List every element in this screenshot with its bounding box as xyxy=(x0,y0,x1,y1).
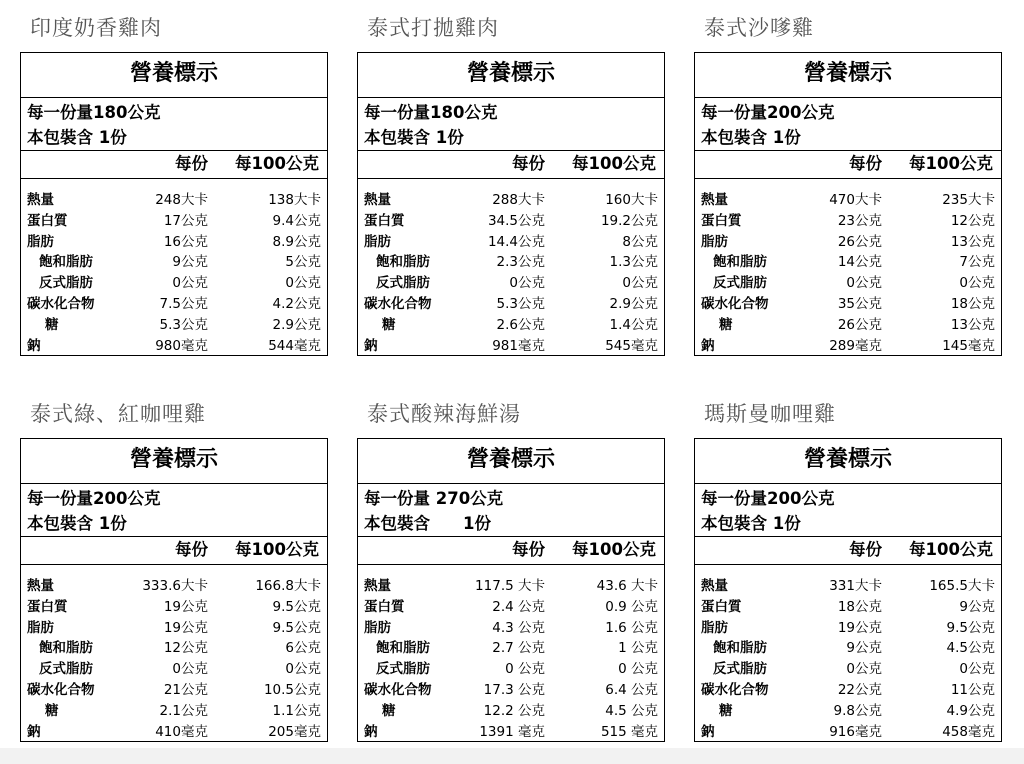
value-per-100g: 9.5公克 xyxy=(272,619,321,636)
nutrient-name: 脂肪 xyxy=(701,619,728,636)
serving-info xyxy=(358,484,664,536)
value-per-serving: 22公克 xyxy=(837,681,882,698)
nutrient-row xyxy=(364,273,658,294)
nutrient-row xyxy=(701,336,995,357)
value-per-serving: 0公克 xyxy=(172,275,208,292)
serving-size: 每一份量180公克 xyxy=(364,103,498,122)
column-header xyxy=(695,150,1001,179)
bottom-band xyxy=(0,748,1024,764)
value-per-100g: 9.5公克 xyxy=(272,598,321,615)
nutrient-rows xyxy=(21,565,327,749)
nutrition-panel-4 xyxy=(20,398,328,742)
nutrient-row xyxy=(27,232,321,253)
nutrient-name: 糖 xyxy=(45,316,59,333)
value-per-100g: 4.5公克 xyxy=(946,640,995,657)
nutrition-panel-6 xyxy=(694,398,1002,742)
value-per-serving: 17公克 xyxy=(163,212,208,229)
col-per-serving: 每份 xyxy=(849,154,882,173)
col-per-serving: 每份 xyxy=(175,540,208,559)
nutrient-name: 蛋白質 xyxy=(364,212,405,229)
nutrient-name: 反式脂肪 xyxy=(376,275,430,292)
value-per-100g: 1 公克 xyxy=(618,640,658,657)
value-per-100g: 8.9公克 xyxy=(272,233,321,250)
nutrient-row xyxy=(27,701,321,722)
nutrient-row xyxy=(364,294,658,315)
nutrition-label xyxy=(694,438,1002,742)
nutrient-row xyxy=(364,315,658,336)
nutrient-name: 飽和脂肪 xyxy=(376,640,430,657)
col-per-100g: 每100公克 xyxy=(572,540,656,559)
nutrient-row xyxy=(27,680,321,701)
value-per-100g: 0公克 xyxy=(285,275,321,292)
value-per-100g: 0 公克 xyxy=(618,661,658,678)
nutrient-rows xyxy=(21,179,327,363)
value-per-100g: 4.9公克 xyxy=(946,702,995,719)
value-per-serving: 331大卡 xyxy=(829,578,882,594)
value-per-serving: 12.2 公克 xyxy=(483,702,545,719)
value-per-100g: 458毫克 xyxy=(942,723,995,740)
nutrient-row xyxy=(364,190,658,211)
value-per-serving: 2.1公克 xyxy=(159,702,208,719)
nutrient-name: 碳水化合物 xyxy=(27,295,95,312)
nutrient-name: 飽和脂肪 xyxy=(713,640,767,657)
label-heading: 營養標示 xyxy=(695,53,1001,98)
nutrient-name: 碳水化合物 xyxy=(701,295,769,312)
col-per-serving: 每份 xyxy=(849,540,882,559)
nutrient-row xyxy=(364,680,658,701)
value-per-100g: 145毫克 xyxy=(942,337,995,354)
nutrient-row xyxy=(701,211,995,232)
nutrition-panel-5 xyxy=(357,398,665,742)
value-per-serving: 4.3 公克 xyxy=(492,619,545,636)
nutrient-row xyxy=(27,576,321,597)
servings-per-package: 本包裝含 1份 xyxy=(701,514,801,533)
nutrient-name: 蛋白質 xyxy=(27,212,68,229)
value-per-serving: 21公克 xyxy=(163,681,208,698)
nutrient-name: 反式脂肪 xyxy=(713,275,767,292)
serving-size: 每一份量200公克 xyxy=(701,489,835,508)
nutrient-name: 脂肪 xyxy=(701,233,728,250)
value-per-serving: 333.6大卡 xyxy=(142,578,208,594)
nutrient-name: 碳水化合物 xyxy=(701,681,769,698)
nutrition-label xyxy=(20,52,328,356)
servings-per-package: 本包裝含 1份 xyxy=(27,514,127,533)
nutrient-row xyxy=(27,211,321,232)
nutrient-rows xyxy=(358,179,664,363)
label-heading: 營養標示 xyxy=(21,439,327,484)
value-per-100g: 9.4公克 xyxy=(272,212,321,229)
value-per-serving: 12公克 xyxy=(163,640,208,657)
nutrient-row xyxy=(27,273,321,294)
nutrient-row xyxy=(364,638,658,659)
nutrient-row xyxy=(27,336,321,357)
col-per-serving: 每份 xyxy=(175,154,208,173)
nutrient-row xyxy=(701,659,995,680)
value-per-serving: 14公克 xyxy=(837,254,882,271)
value-per-serving: 117.5 大卡 xyxy=(475,578,545,594)
nutrient-row xyxy=(701,618,995,639)
column-header xyxy=(21,150,327,179)
value-per-100g: 9.5公克 xyxy=(946,619,995,636)
nutrient-rows xyxy=(358,565,664,749)
dish-title: 泰式綠、紅咖哩雞 xyxy=(30,402,206,426)
value-per-100g: 1.1公克 xyxy=(272,702,321,719)
servings-per-package: 本包裝含 1份 xyxy=(364,514,491,533)
nutrient-name: 糖 xyxy=(45,702,59,719)
servings-per-package: 本包裝含 1份 xyxy=(27,128,127,147)
value-per-serving: 19公克 xyxy=(837,619,882,636)
nutrient-row xyxy=(364,659,658,680)
value-per-100g: 165.5大卡 xyxy=(929,578,995,594)
value-per-serving: 980毫克 xyxy=(155,337,208,354)
nutrient-row xyxy=(701,638,995,659)
value-per-100g: 10.5公克 xyxy=(263,681,321,698)
value-per-100g: 1.4公克 xyxy=(609,316,658,333)
value-per-serving: 35公克 xyxy=(837,295,882,312)
value-per-100g: 166.8大卡 xyxy=(255,578,321,594)
value-per-100g: 11公克 xyxy=(950,681,995,698)
value-per-serving: 5.3公克 xyxy=(496,295,545,312)
column-header xyxy=(21,536,327,565)
nutrient-name: 飽和脂肪 xyxy=(39,640,93,657)
label-heading: 營養標示 xyxy=(358,53,664,98)
value-per-serving: 1391 毫克 xyxy=(479,723,545,740)
nutrient-name: 熱量 xyxy=(27,578,54,594)
value-per-serving: 7.5公克 xyxy=(159,295,208,312)
value-per-serving: 9公克 xyxy=(172,254,208,271)
value-per-serving: 17.3 公克 xyxy=(483,681,545,698)
value-per-100g: 2.9公克 xyxy=(272,316,321,333)
value-per-serving: 0公克 xyxy=(509,275,545,292)
nutrient-row xyxy=(364,701,658,722)
value-per-100g: 7公克 xyxy=(959,254,995,271)
nutrient-row xyxy=(701,701,995,722)
value-per-serving: 2.3公克 xyxy=(496,254,545,271)
nutrient-name: 反式脂肪 xyxy=(39,275,93,292)
value-per-serving: 916毫克 xyxy=(829,723,882,740)
nutrition-panel-1 xyxy=(20,12,328,356)
value-per-serving: 9公克 xyxy=(846,640,882,657)
value-per-100g: 43.6 大卡 xyxy=(596,578,658,594)
nutrient-row xyxy=(27,252,321,273)
value-per-serving: 5.3公克 xyxy=(159,316,208,333)
nutrient-row xyxy=(27,722,321,743)
value-per-100g: 4.5 公克 xyxy=(605,702,658,719)
nutrient-name: 鈉 xyxy=(27,337,41,354)
nutrient-name: 熱量 xyxy=(701,192,728,208)
col-per-100g: 每100公克 xyxy=(909,540,993,559)
value-per-100g: 2.9公克 xyxy=(609,295,658,312)
nutrient-row xyxy=(701,232,995,253)
col-per-100g: 每100公克 xyxy=(235,540,319,559)
nutrient-name: 反式脂肪 xyxy=(376,661,430,678)
nutrition-label xyxy=(20,438,328,742)
serving-info xyxy=(21,484,327,536)
value-per-100g: 13公克 xyxy=(950,316,995,333)
value-per-100g: 1.6 公克 xyxy=(605,619,658,636)
dish-title: 泰式沙嗲雞 xyxy=(704,16,814,40)
nutrient-name: 鈉 xyxy=(27,723,41,740)
nutrient-row xyxy=(701,576,995,597)
value-per-100g: 138大卡 xyxy=(268,192,321,208)
nutrient-rows xyxy=(695,179,1001,363)
nutrient-row xyxy=(364,576,658,597)
column-header xyxy=(695,536,1001,565)
serving-size: 每一份量200公克 xyxy=(701,103,835,122)
value-per-100g: 235大卡 xyxy=(942,192,995,208)
value-per-serving: 26公克 xyxy=(837,316,882,333)
nutrient-row xyxy=(27,618,321,639)
nutrient-row xyxy=(27,597,321,618)
col-per-100g: 每100公克 xyxy=(572,154,656,173)
value-per-serving: 981毫克 xyxy=(492,337,545,354)
value-per-serving: 19公克 xyxy=(163,619,208,636)
nutrient-name: 蛋白質 xyxy=(701,212,742,229)
nutrient-name: 糖 xyxy=(382,702,396,719)
serving-size: 每一份量200公克 xyxy=(27,489,161,508)
nutrient-row xyxy=(364,722,658,743)
nutrient-row xyxy=(27,294,321,315)
nutrition-label xyxy=(357,438,665,742)
dish-title: 泰式酸辣海鮮湯 xyxy=(367,402,521,426)
nutrient-name: 糖 xyxy=(719,316,733,333)
value-per-serving: 23公克 xyxy=(837,212,882,229)
nutrition-panel-2 xyxy=(357,12,665,356)
serving-size: 每一份量180公克 xyxy=(27,103,161,122)
nutrient-name: 鈉 xyxy=(701,337,715,354)
value-per-100g: 0公克 xyxy=(285,661,321,678)
servings-per-package: 本包裝含 1份 xyxy=(701,128,801,147)
nutrient-name: 鈉 xyxy=(364,723,378,740)
value-per-100g: 0公克 xyxy=(959,661,995,678)
nutrient-name: 碳水化合物 xyxy=(27,681,95,698)
value-per-serving: 0公克 xyxy=(846,661,882,678)
value-per-100g: 9公克 xyxy=(959,598,995,615)
nutrient-name: 糖 xyxy=(382,316,396,333)
nutrient-name: 飽和脂肪 xyxy=(39,254,93,271)
column-header xyxy=(358,150,664,179)
dish-title: 泰式打拋雞肉 xyxy=(367,16,499,40)
value-per-serving: 9.8公克 xyxy=(833,702,882,719)
nutrient-name: 熱量 xyxy=(364,192,391,208)
label-heading: 營養標示 xyxy=(358,439,664,484)
value-per-serving: 2.7 公克 xyxy=(492,640,545,657)
col-per-100g: 每100公克 xyxy=(909,154,993,173)
nutrient-row xyxy=(701,597,995,618)
nutrient-row xyxy=(364,618,658,639)
nutrient-row xyxy=(701,722,995,743)
nutrient-row xyxy=(701,680,995,701)
nutrient-row xyxy=(364,232,658,253)
nutrient-name: 熱量 xyxy=(701,578,728,594)
value-per-100g: 160大卡 xyxy=(605,192,658,208)
value-per-100g: 0公克 xyxy=(959,275,995,292)
value-per-serving: 0 公克 xyxy=(505,661,545,678)
servings-per-package: 本包裝含 1份 xyxy=(364,128,464,147)
nutrition-label xyxy=(694,52,1002,356)
nutrient-row xyxy=(701,190,995,211)
value-per-serving: 470大卡 xyxy=(829,192,882,208)
nutrient-name: 反式脂肪 xyxy=(713,661,767,678)
value-per-100g: 19.2公克 xyxy=(600,212,658,229)
nutrient-name: 蛋白質 xyxy=(364,598,405,615)
serving-info xyxy=(695,98,1001,150)
value-per-serving: 16公克 xyxy=(163,233,208,250)
nutrient-row xyxy=(364,597,658,618)
value-per-serving: 26公克 xyxy=(837,233,882,250)
value-per-serving: 0公克 xyxy=(172,661,208,678)
serving-size: 每一份量 270公克 xyxy=(364,489,504,508)
value-per-serving: 18公克 xyxy=(837,598,882,615)
nutrient-row xyxy=(27,659,321,680)
value-per-serving: 2.4 公克 xyxy=(492,598,545,615)
col-per-serving: 每份 xyxy=(512,540,545,559)
nutrient-row xyxy=(364,211,658,232)
nutrient-name: 脂肪 xyxy=(364,233,391,250)
value-per-serving: 0公克 xyxy=(846,275,882,292)
value-per-serving: 2.6公克 xyxy=(496,316,545,333)
col-per-100g: 每100公克 xyxy=(235,154,319,173)
serving-info xyxy=(21,98,327,150)
value-per-serving: 34.5公克 xyxy=(487,212,545,229)
nutrient-name: 熱量 xyxy=(364,578,391,594)
value-per-100g: 6公克 xyxy=(285,640,321,657)
nutrient-name: 糖 xyxy=(719,702,733,719)
nutrient-name: 熱量 xyxy=(27,192,54,208)
nutrient-name: 鈉 xyxy=(364,337,378,354)
col-per-serving: 每份 xyxy=(512,154,545,173)
value-per-serving: 14.4公克 xyxy=(487,233,545,250)
value-per-serving: 410毫克 xyxy=(155,723,208,740)
nutrient-row xyxy=(27,638,321,659)
value-per-100g: 0.9 公克 xyxy=(605,598,658,615)
nutrient-row xyxy=(27,190,321,211)
value-per-100g: 515 毫克 xyxy=(600,723,658,740)
serving-info xyxy=(695,484,1001,536)
value-per-100g: 205毫克 xyxy=(268,723,321,740)
nutrient-row xyxy=(27,315,321,336)
value-per-100g: 8公克 xyxy=(622,233,658,250)
dish-title: 瑪斯曼咖哩雞 xyxy=(704,402,836,426)
value-per-serving: 289毫克 xyxy=(829,337,882,354)
value-per-100g: 545毫克 xyxy=(605,337,658,354)
nutrient-name: 鈉 xyxy=(701,723,715,740)
nutrient-name: 飽和脂肪 xyxy=(713,254,767,271)
nutrient-name: 脂肪 xyxy=(364,619,391,636)
nutrient-row xyxy=(364,252,658,273)
value-per-100g: 13公克 xyxy=(950,233,995,250)
serving-info xyxy=(358,98,664,150)
value-per-100g: 18公克 xyxy=(950,295,995,312)
value-per-serving: 19公克 xyxy=(163,598,208,615)
value-per-serving: 248大卡 xyxy=(155,192,208,208)
value-per-100g: 12公克 xyxy=(950,212,995,229)
nutrition-panel-3 xyxy=(694,12,1002,356)
nutrient-row xyxy=(701,315,995,336)
nutrient-name: 蛋白質 xyxy=(701,598,742,615)
nutrient-name: 飽和脂肪 xyxy=(376,254,430,271)
nutrient-name: 蛋白質 xyxy=(27,598,68,615)
nutrient-name: 碳水化合物 xyxy=(364,681,432,698)
nutrient-row xyxy=(701,252,995,273)
nutrient-name: 碳水化合物 xyxy=(364,295,432,312)
nutrient-name: 脂肪 xyxy=(27,619,54,636)
nutrient-name: 反式脂肪 xyxy=(39,661,93,678)
nutrient-name: 脂肪 xyxy=(27,233,54,250)
value-per-100g: 544毫克 xyxy=(268,337,321,354)
nutrient-rows xyxy=(695,565,1001,749)
value-per-100g: 1.3公克 xyxy=(609,254,658,271)
dish-title: 印度奶香雞肉 xyxy=(30,16,162,40)
value-per-serving: 288大卡 xyxy=(492,192,545,208)
nutrient-row xyxy=(364,336,658,357)
label-heading: 營養標示 xyxy=(21,53,327,98)
value-per-100g: 0公克 xyxy=(622,275,658,292)
column-header xyxy=(358,536,664,565)
nutrient-row xyxy=(701,294,995,315)
value-per-100g: 5公克 xyxy=(285,254,321,271)
nutrition-label xyxy=(357,52,665,356)
value-per-100g: 4.2公克 xyxy=(272,295,321,312)
nutrient-row xyxy=(701,273,995,294)
label-heading: 營養標示 xyxy=(695,439,1001,484)
value-per-100g: 6.4 公克 xyxy=(605,681,658,698)
